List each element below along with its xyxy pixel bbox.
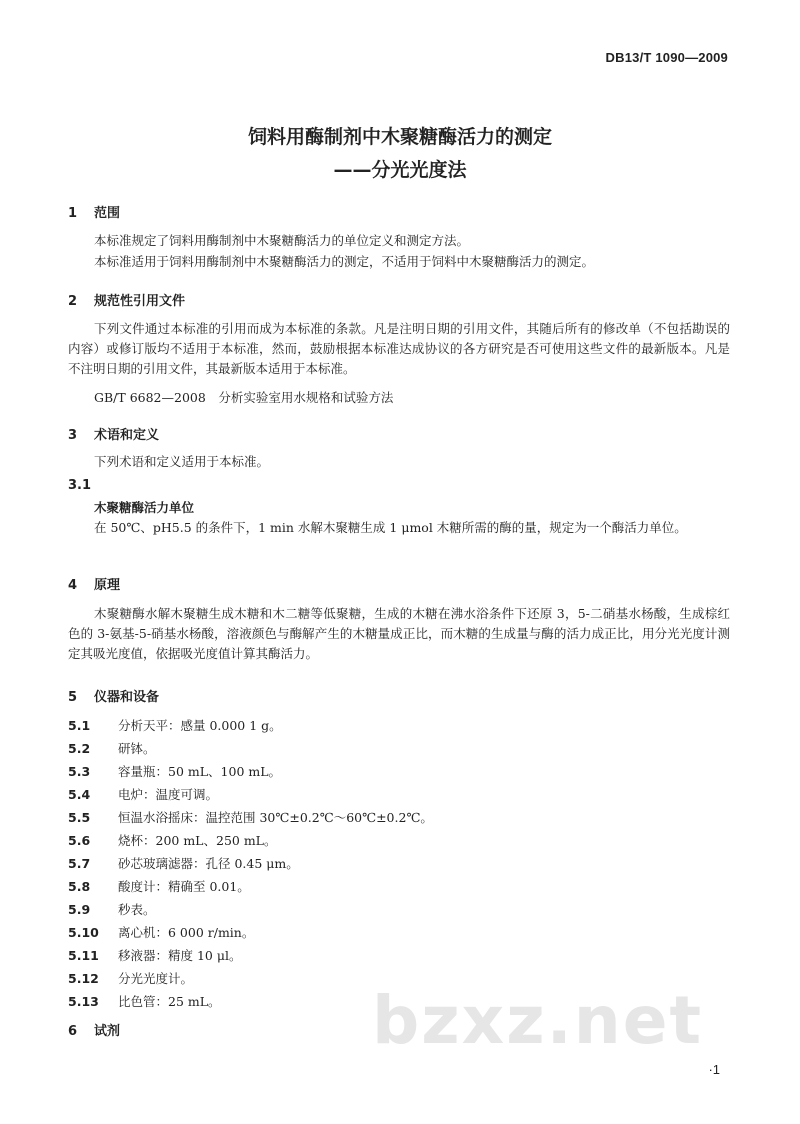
section-number: 6 bbox=[68, 1024, 78, 1039]
section-title: 原理 bbox=[94, 578, 121, 593]
term-xylanase-unit: 木聚糖酶活力单位 bbox=[94, 500, 195, 515]
list-item: 5.6 烧杯：200 mL、250 mL。 bbox=[68, 833, 277, 848]
document-title: 饲料用酶制剂中木聚糖酶活力的测定 bbox=[247, 126, 552, 148]
section-number: 1 bbox=[68, 206, 78, 221]
document-subtitle: ——分光光度法 bbox=[333, 159, 467, 181]
list-item: 5.4 电炉：温度可调。 bbox=[68, 787, 219, 802]
section-number: 3 bbox=[68, 428, 78, 443]
section-title: 规范性引用文件 bbox=[94, 294, 186, 309]
section-number: 5 bbox=[68, 690, 78, 705]
clause-3-1-number: 3.1 bbox=[68, 478, 92, 493]
section-3-para-1: 下列术语和定义适用于本标准。 bbox=[94, 454, 270, 469]
section-2-para-1: 下列文件通过本标准的引用而成为本标准的条款。凡是注明日期的引用文件，其随后所有的修改单（不包括勘误的内容）或修订版均不适用于本标准，然而，鼓励根据本标准达成协议的各方研究是否可使用这些文件的最新版本。凡是不注明日期的引用文件，其最新版本适用于本标准。 bbox=[68, 321, 730, 376]
section-title: 术语和定义 bbox=[94, 428, 160, 443]
list-item: 5.5 恒温水浴摇床：温控范围 30℃±0.2℃～60℃±0.2℃。 bbox=[68, 810, 433, 825]
section-title: 仪器和设备 bbox=[94, 690, 160, 705]
section-number: 2 bbox=[68, 294, 78, 309]
list-item: 5.13 比色管：25 mL。 bbox=[68, 994, 221, 1009]
page-number: ·1 bbox=[708, 1062, 720, 1077]
list-item: 5.3 容量瓶：50 mL、100 mL。 bbox=[68, 764, 282, 779]
section-2-heading bbox=[68, 290, 185, 309]
section-3-heading bbox=[68, 424, 159, 443]
list-item: 5.8 酸度计：精确至 0.01。 bbox=[68, 879, 250, 894]
section-title: 范围 bbox=[94, 206, 121, 221]
section-1-para-2: 本标准适用于饲料用酶制剂中木聚糖酶活力的测定，不适用于饲料中木聚糖酶活力的测定。 bbox=[94, 254, 595, 269]
section-1-para-1: 本标准规定了饲料用酶制剂中木聚糖酶活力的单位定义和测定方法。 bbox=[94, 233, 470, 248]
list-item: 5.2 研钵。 bbox=[68, 741, 156, 756]
watermark: bzxz.net bbox=[372, 982, 704, 1059]
section-title: 试剂 bbox=[94, 1024, 121, 1039]
term-definition: 在 50℃、pH5.5 的条件下，1 min 水解木聚糖生成 1 μmol 木糖所需的酶的量，规定为一个酶活力单位。 bbox=[94, 520, 687, 535]
section-4-heading bbox=[68, 574, 120, 593]
list-item: 5.12 分光光度计。 bbox=[68, 971, 194, 986]
list-item: 5.9 秒表。 bbox=[68, 902, 156, 917]
reference-gbt-6682: GB/T 6682—2008 分析实验室用水规格和试验方法 bbox=[94, 390, 394, 405]
list-item: 5.10 离心机：6 000 r/min。 bbox=[68, 925, 255, 940]
standard-code: DB13/T 1090—2009 bbox=[605, 50, 728, 65]
section-1-heading bbox=[68, 202, 120, 221]
section-4-para-1: 木聚糖酶水解木聚糖生成木糖和木二糖等低聚糖，生成的木糖在沸水浴条件下还原 3，5-二硝基水杨酸，生成棕红色的 3-氨基-5-硝基水杨酸，溶液颜色与酶解产生的木糖量成正比，而木糖的生成量与酶的活力成正比，用分光光度计测定其吸光度值，依据吸光度值计算其酶活力。 bbox=[68, 606, 730, 661]
list-item: 5.7 砂芯玻璃滤器：孔径 0.45 μm。 bbox=[68, 856, 299, 871]
section-6-heading bbox=[68, 1020, 120, 1039]
section-number: 4 bbox=[68, 578, 78, 593]
list-item: 5.1 分析天平：感量 0.000 1 g。 bbox=[68, 718, 282, 733]
list-item: 5.11 移液器：精度 10 μl。 bbox=[68, 948, 242, 963]
section-5-heading bbox=[68, 686, 159, 705]
